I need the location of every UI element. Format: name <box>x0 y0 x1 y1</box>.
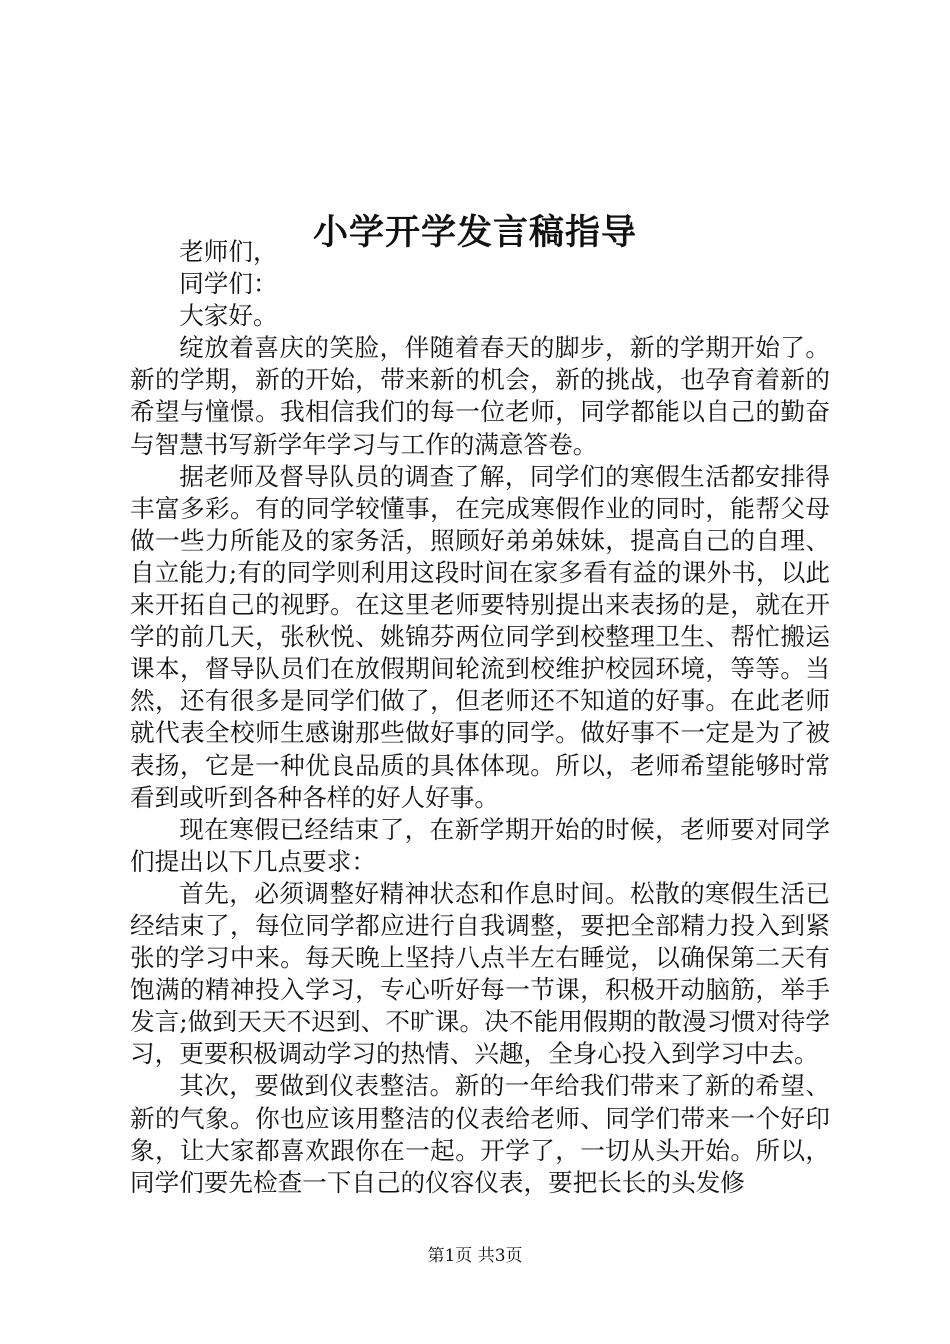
paragraph-winter-break: 据老师及督导队员的调查了解，同学们的寒假生活都安排得丰富多彩。有的同学较懂事，在完成寒假作业的同时，能帮父母做一些力所能及的家务活，照顾好弟弟妹妹，提高自己的自理、自立能力;有的同学则利用这段时间在家多看有益的课外书，以此来开拓自己的视野。在这里老师要特别提出来表扬的是，就在开学的前几天，张秋悦、姚锦芬两位同学到校整理卫生、帮忙搬运课本，督导队员们在放假期间轮流到校维护校园环境，等等。当然，还有很多是同学们做了，但老师还不知道的好事。在此老师就代表全校师生感谢那些做好事的同学。做好事不一定是为了被表扬，它是一种优良品质的具体体现。所以，老师希望能够时常看到或听到各种各样的好人好事。 <box>130 461 830 812</box>
paragraph-opening: 绽放着喜庆的笑脸，伴随着春天的脚步，新的学期开始了。新的学期，新的开始，带来新的机会，新的挑战，也孕育着新的希望与憧憬。我相信我们的每一位老师，同学都能以自己的勤奋与智慧书写新学年学习与工作的满意答卷。 <box>130 333 830 459</box>
greeting-all: 大家好。 <box>179 301 278 331</box>
paragraph-requirements-intro: 现在寒假已经结束了，在新学期开始的时候，老师要对同学们提出以下几点要求： <box>130 814 830 876</box>
paragraph-first-requirement: 首先，必须调整好精神状态和作息时间。松散的寒假生活已经结束了，每位同学都应进行自我调整，要把全部精力投入到紧张的学习中来。每天晚上坚持八点半左右睡觉，以确保第二天有饱满的精神投入学习，专心听好每一节课，积极开动脑筋，举手发言;做到天天不迟到、不旷课。决不能用假期的散漫习惯对待学习，更要积极调动学习的热情、兴趣，全身心投入到学习中去。 <box>130 878 830 1069</box>
greeting-teachers: 老师们， <box>179 237 278 266</box>
document-body <box>130 236 830 1199</box>
paragraph-second-requirement: 其次，要做到仪表整洁。新的一年给我们带来了新的希望、新的气象。你也应该用整洁的仪表给老师、同学们带来一个好印象，让大家都喜欢跟你在一起。开学了，一切从头开始。所以，同学们要先检查一下自己的仪容仪表，要把长长的头发修 <box>130 1071 830 1197</box>
page-footer: 第1页 共3页 <box>427 1246 523 1266</box>
document-title: 小学开学发言稿指导 <box>312 212 637 254</box>
greeting-students: 同学们： <box>179 269 278 299</box>
